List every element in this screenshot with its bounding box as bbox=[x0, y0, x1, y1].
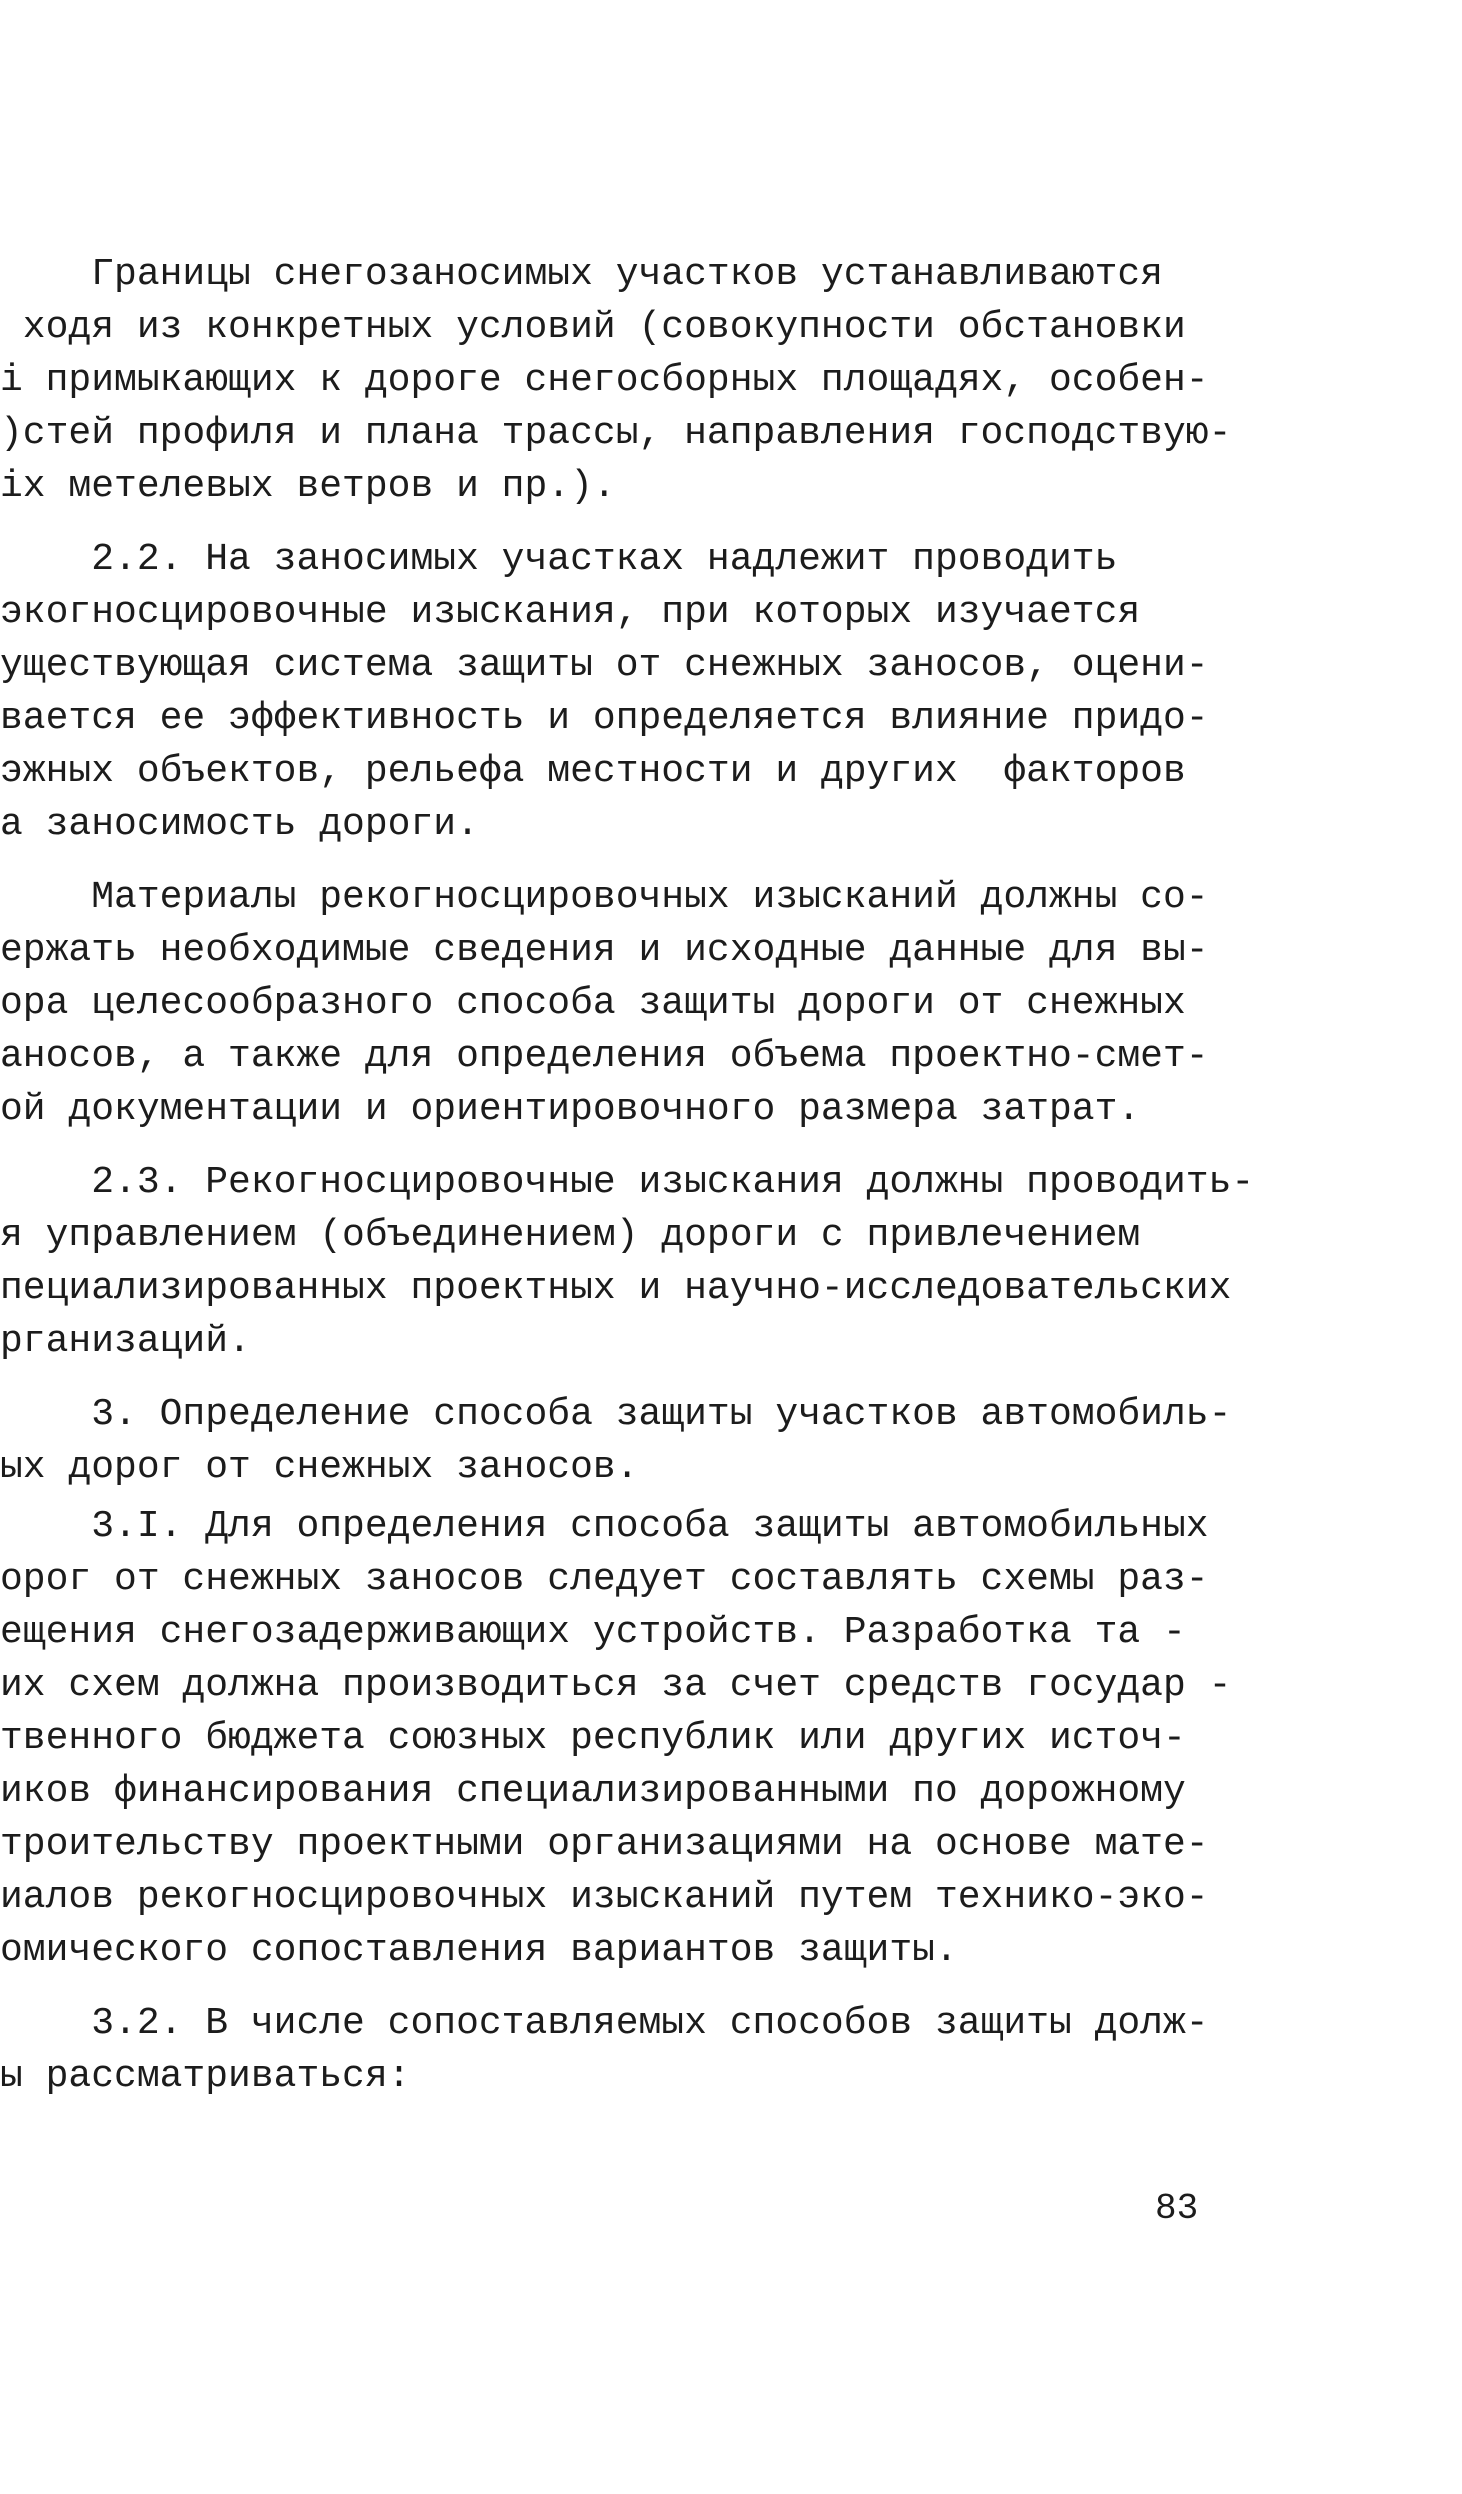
text-line: уществующая система защиты от снежных заносов, оцени- bbox=[0, 644, 1209, 687]
text-line: 2.3. Рекогносцировочные изыскания должны проводить- bbox=[0, 1161, 1255, 1204]
text-line: ержать необходимые сведения и исходные данные для вы- bbox=[0, 929, 1209, 972]
text-line: а заносимость дороги. bbox=[0, 803, 479, 846]
text-line: я управлением (объединением) дороги с привлечением bbox=[0, 1214, 1141, 1257]
text-line: ора целесообразного способа защиты дороги от снежных bbox=[0, 982, 1186, 1025]
paragraph-3-2 bbox=[0, 1997, 1260, 2103]
text-line: Материалы рекогносцировочных изысканий должны со- bbox=[0, 876, 1209, 919]
paragraph-2-3 bbox=[0, 1156, 1260, 1368]
text-line: ы рассматриваться: bbox=[0, 2055, 411, 2098]
text-line: )стей профиля и плана трассы, направления господствую- bbox=[0, 412, 1232, 455]
text-line: иалов рекогносцировочных изысканий путем технико-эко- bbox=[0, 1876, 1209, 1919]
text-line: вается ее эффективность и определяется влияние придо- bbox=[0, 697, 1209, 740]
text-line: пециализированных проектных и научно-исследовательских bbox=[0, 1267, 1232, 1310]
text-line: і примыкающих к дороге снегосборных площадях, особен- bbox=[0, 359, 1209, 402]
text-line: рганизаций. bbox=[0, 1320, 251, 1363]
section-heading-3 bbox=[0, 1388, 1260, 1494]
paragraph-3-1 bbox=[0, 1500, 1260, 1977]
text-line: Границы снегозаносимых участков устанавливаются bbox=[0, 253, 1163, 296]
text-line: твенного бюджета союзных республик или других источ- bbox=[0, 1717, 1186, 1760]
text-line: 3.2. В числе сопоставляемых способов защиты долж- bbox=[0, 2002, 1209, 2045]
text-line: ых дорог от снежных заносов. bbox=[0, 1446, 639, 1489]
text-line: аносов, а также для определения объема проектно-смет- bbox=[0, 1035, 1209, 1078]
text-line: их схем должна производиться за счет средств государ - bbox=[0, 1664, 1232, 1707]
paragraph-1 bbox=[0, 248, 1260, 513]
text-line: ещения снегозадерживающих устройств. Разработка та - bbox=[0, 1611, 1186, 1654]
text-line: ой документации и ориентировочного размера затрат. bbox=[0, 1088, 1141, 1131]
text-line: орог от снежных заносов следует составлять схемы раз- bbox=[0, 1558, 1209, 1601]
text-line: іх метелевых ветров и пр.). bbox=[0, 465, 616, 508]
paragraph-materials bbox=[0, 871, 1260, 1136]
text-line: иков финансирования специализированными по дорожному bbox=[0, 1770, 1186, 1813]
text-line: троительству проектными организациями на основе мате- bbox=[0, 1823, 1209, 1866]
text-line: ходя из конкретных условий (совокупности обстановки bbox=[0, 306, 1186, 349]
text-line: эжных объектов, рельефа местности и других факторов bbox=[0, 750, 1186, 793]
text-line: 2.2. На заносимых участках надлежит проводить bbox=[0, 538, 1118, 581]
text-line: 3.I. Для определения способа защиты автомобильных bbox=[0, 1505, 1209, 1548]
text-line: экогносцировочные изыскания, при которых изучается bbox=[0, 591, 1141, 634]
body-text bbox=[0, 248, 1260, 2103]
page-number: 83 bbox=[1155, 2188, 1199, 2229]
text-line: 3. Определение способа защиты участков автомобиль- bbox=[0, 1393, 1232, 1436]
text-line: омического сопоставления вариантов защиты. bbox=[0, 1929, 958, 1972]
paragraph-2-2 bbox=[0, 533, 1260, 851]
